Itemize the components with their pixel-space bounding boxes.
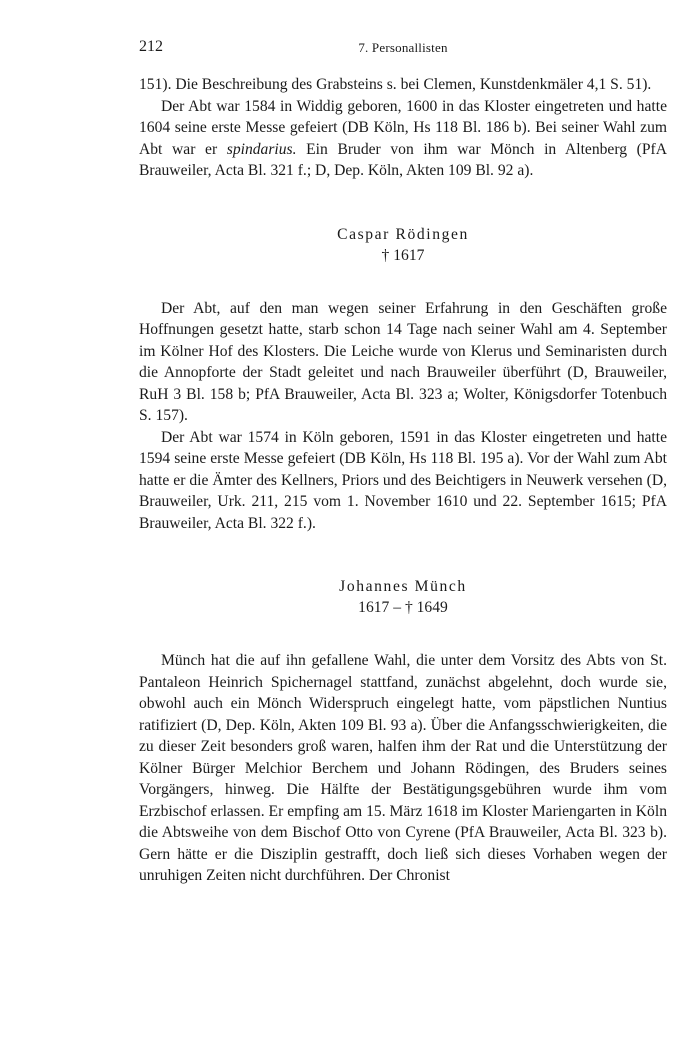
italic-term: spindarius. <box>226 140 297 158</box>
paragraph-text: Ein Bruder von ihm war Mönch in Altenberg (PfA Brauweiler, Acta Bl. 321 f.; D, Dep. Köln, Akten 109 Bl. 92 a). <box>139 140 667 179</box>
page-number: 212 <box>139 38 163 55</box>
section-heading-johannes-muench <box>139 576 667 618</box>
section-name: Caspar Rödingen <box>337 225 469 243</box>
paragraph-abbot-biography <box>139 96 667 182</box>
section-name: Johannes Münch <box>339 578 467 595</box>
chapter-title: 7. Personallisten <box>358 40 448 55</box>
section-heading-caspar-roedingen <box>139 224 667 266</box>
paragraph-text: Der Abt war 1584 in Widdig geboren, 1600 in das Kloster eingetreten und hatte 1604 seine erste Messe gefeiert (DB Köln, Hs 118 Bl. 186 b). Bei seiner Wahl zum Abt war er <box>139 97 667 158</box>
section-dates: † 1617 <box>381 246 425 264</box>
paragraph-continuation: 151). Die Beschreibung des Grabsteins s. bei Clemen, Kunstdenkmäler 4,1 S. 51). <box>139 76 652 93</box>
paragraph-election-account: Münch hat die auf ihn gefallene Wahl, die unter dem Vorsitz des Abts von St. Pantaleon Heinrich Spichernagel stattfand, zunächst abgelehnt, doch wurde sie, obwohl auch ein Mönch Widerspruch eingelegt hatte, vom päpstlichen Nuntius ratifiziert (D, Dep. Köln, Akten 109 Bl. 93 a). Über die Anfangsschwierigkeiten, die zu dieser Zeit besonders groß waren, halfen ihm der Rat und die Unterstützung der Kölner Bürger Melchior Berchem und Johann Rödingen, des Bruders seines Vorgängers, hinweg. Die Hälfte der Bestätigungsgebühren wurde ihm vom Erzbischof erlassen. Er empfing am 15. März 1618 im Kloster Mariengarten in Köln die Abtsweihe von dem Bischof Otto von Cyrene (PfA Brauweiler, Acta Bl. 323 b). Gern hätte er die Disziplin gestrafft, doch ließ sich dieses Vorhaben wegen der unruhigen Zeiten nicht durchführen. Der Chronist <box>139 652 667 884</box>
running-head <box>139 38 667 60</box>
paragraph-death-account: Der Abt, auf den man wegen seiner Erfahrung in den Geschäften große Hoffnungen gesetzt hatte, starb schon 14 Tage nach seiner Wahl am 4. September im Kölner Hof des Klosters. Die Leiche wurde von Klerus und Seminaristen durch die Annopforte der Stadt geleitet und nach Brauweiler überführt (D, Brauweiler, RuH 3 Bl. 158 b; PfA Brauweiler, Acta Bl. 323 a; Wolter, Königsdorfer Totenbuch S. 157). <box>139 299 667 424</box>
section-dates: 1617 – † 1649 <box>358 599 448 616</box>
book-page <box>139 38 667 887</box>
paragraph-abbot-biography: Der Abt war 1574 in Köln geboren, 1591 in das Kloster eingetreten und hatte 1594 seine erste Messe gefeiert (DB Köln, Hs 118 Bl. 195 a). Vor der Wahl zum Abt hatte er die Ämter des Kellners, Priors und des Beichtigers in Neuwerk versehen (D, Brauweiler, Urk. 211, 215 vom 1. November 1610 und 22. September 1615; PfA Brauweiler, Acta Bl. 322 f.). <box>139 428 667 532</box>
